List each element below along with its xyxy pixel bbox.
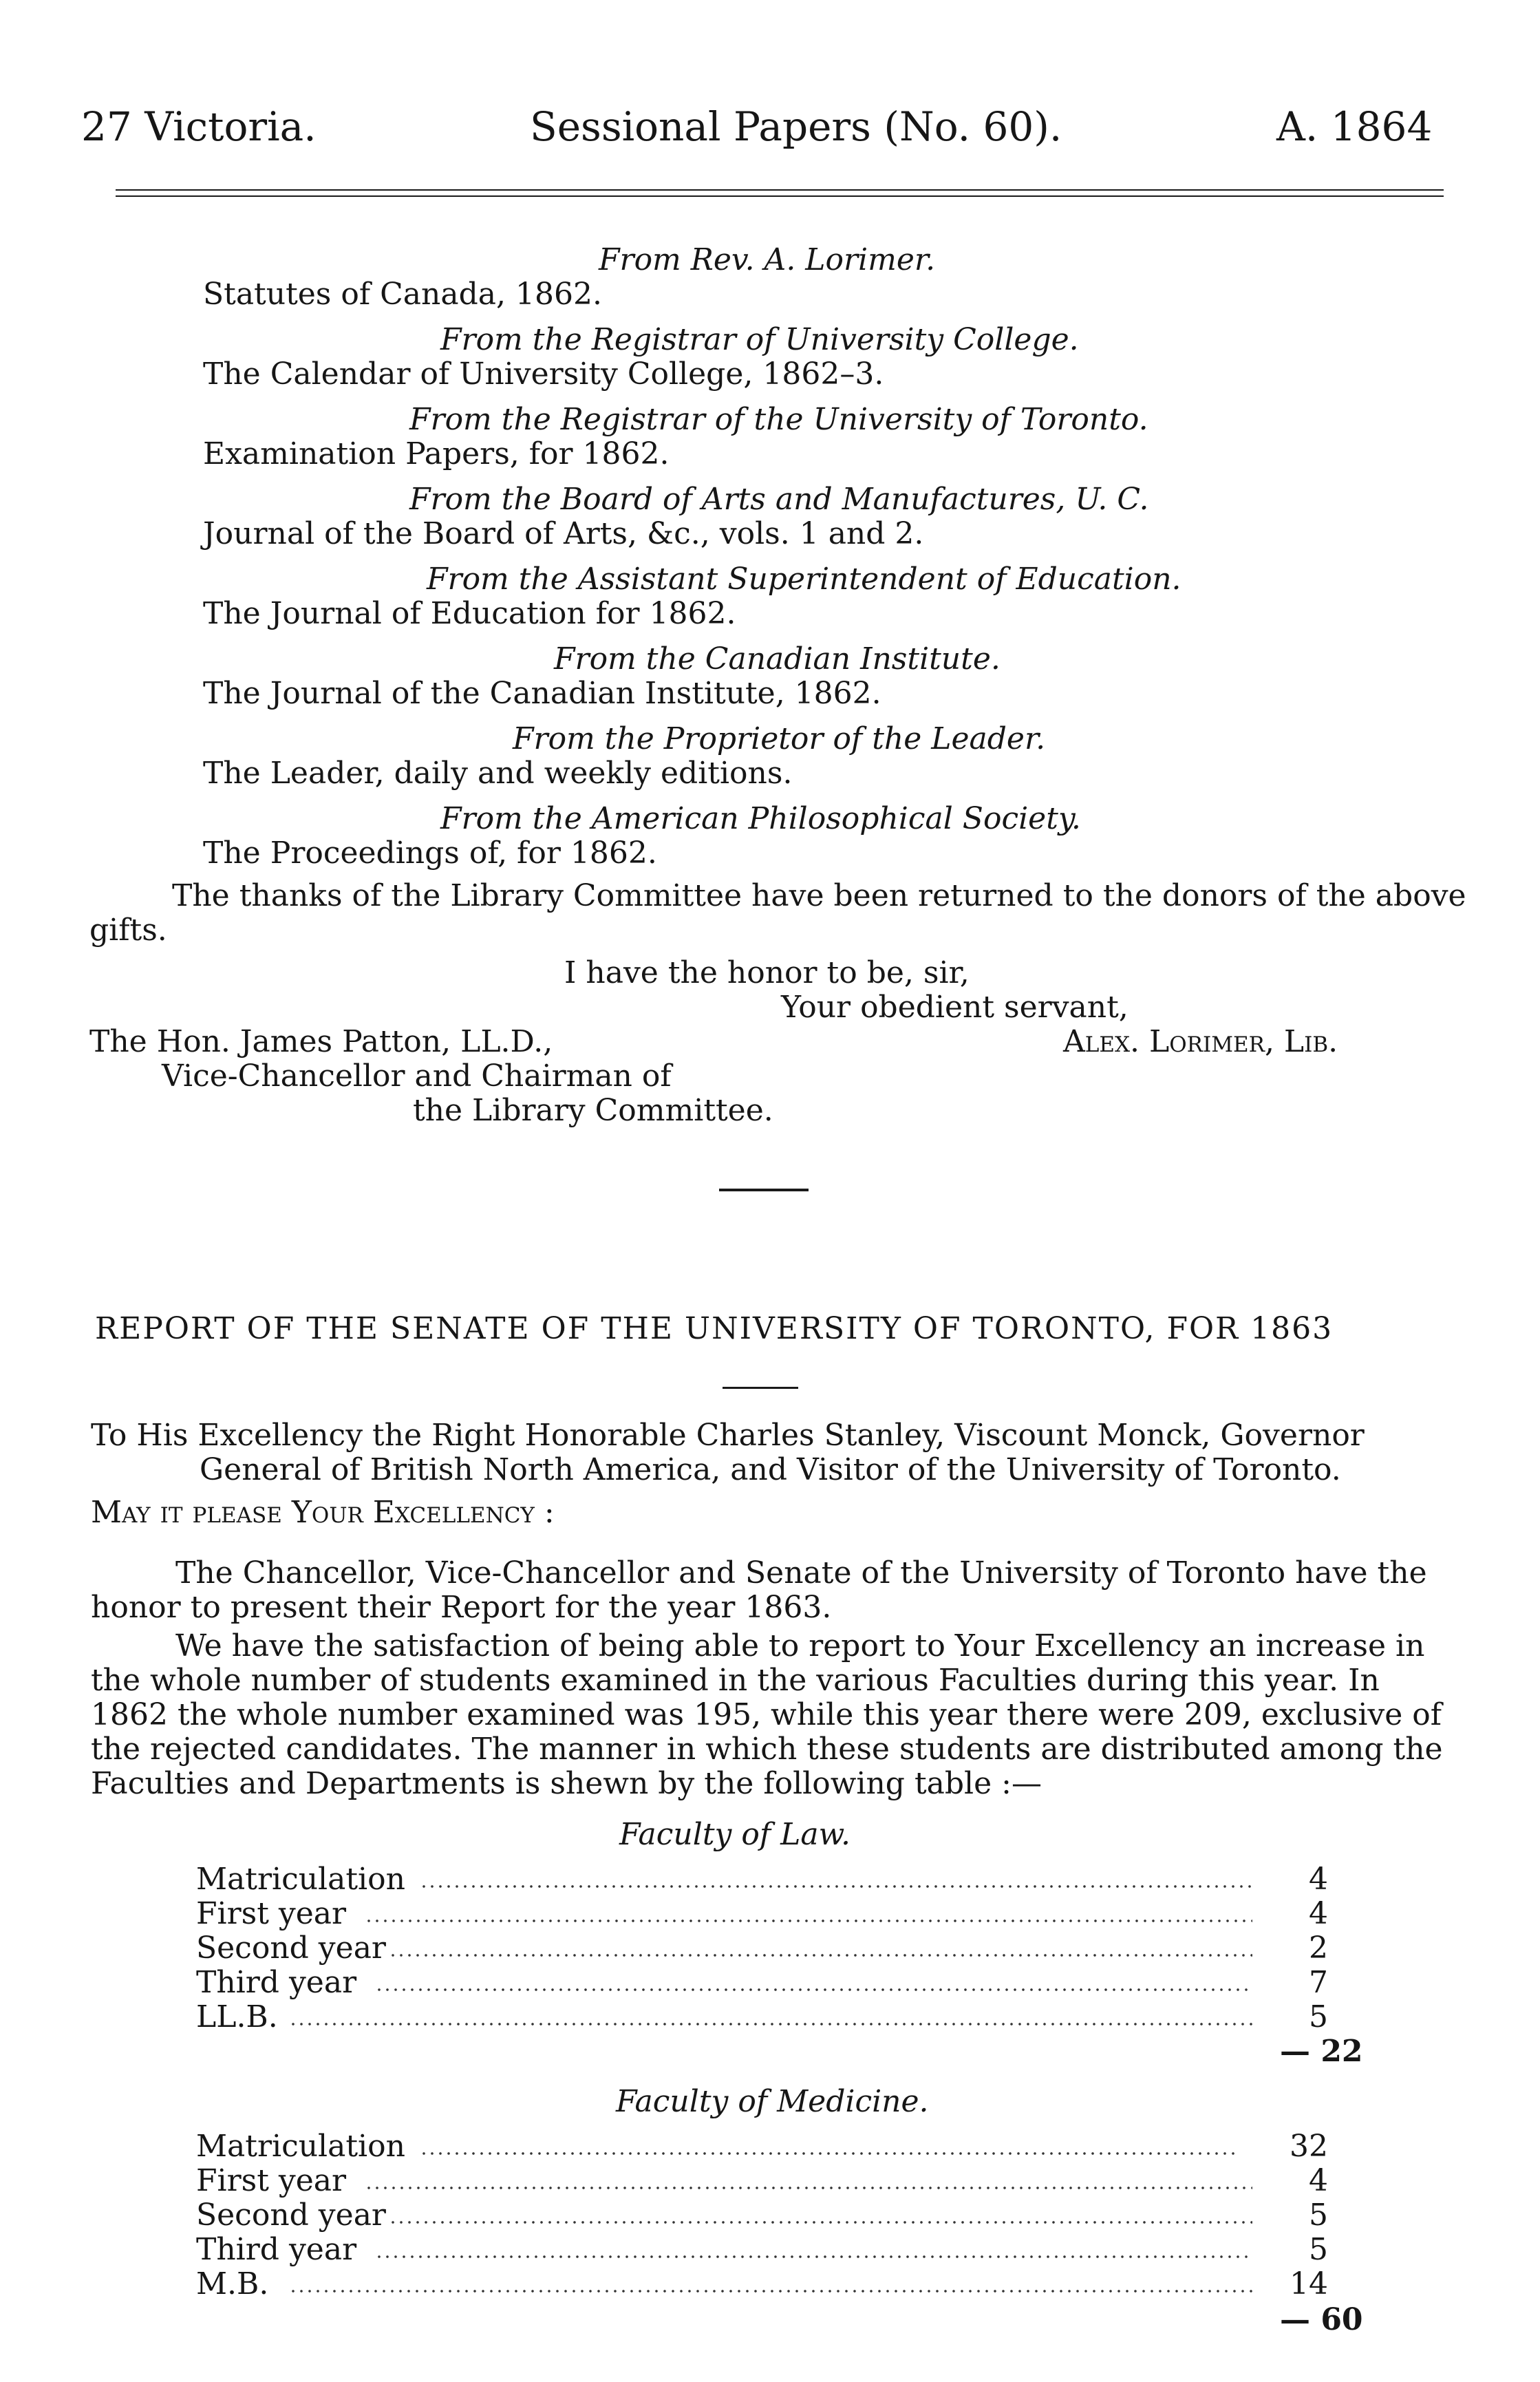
table-row-label: Matriculation bbox=[196, 1862, 405, 1897]
table-row-label: M.B. bbox=[196, 2266, 269, 2301]
leader-dots bbox=[375, 2255, 1252, 2259]
leader-dots bbox=[365, 2186, 1252, 2190]
donor-heading: From Rev. A. Lorimer. bbox=[599, 242, 936, 277]
leader-dots bbox=[420, 1884, 1252, 1889]
signature: Alex. Lorimer, Lib. bbox=[1063, 1024, 1338, 1059]
paragraph-2-line-4: the rejected candidates. The manner in which these students are distributed among the bbox=[91, 1732, 1443, 1767]
faculty-total: — 60 bbox=[1280, 2302, 1363, 2337]
address-line-1: To His Excellency the Right Honorable Charles Stanley, Viscount Monck, Governor bbox=[91, 1418, 1365, 1453]
donation-item: The Leader, daily and weekly editions. bbox=[203, 756, 793, 791]
header-center: Sessional Papers (No. 60). bbox=[530, 103, 1062, 150]
donor-heading: From the Proprietor of the Leader. bbox=[513, 721, 1046, 756]
header-right: A. 1864 bbox=[1276, 103, 1433, 150]
donation-item: Statutes of Canada, 1862. bbox=[203, 277, 602, 312]
table-row-value: 5 bbox=[1309, 1999, 1328, 2034]
faculty-heading: Faculty of Law. bbox=[619, 1817, 851, 1852]
table-row-value: 7 bbox=[1309, 1965, 1328, 2000]
leader-dots bbox=[375, 1988, 1252, 1992]
table-row-value: 14 bbox=[1290, 2266, 1328, 2301]
donor-heading: From the Canadian Institute. bbox=[554, 641, 1001, 677]
paragraph-2-line-2: the whole number of students examined in the various Faculties during this year. In bbox=[91, 1663, 1380, 1698]
table-row-value: 4 bbox=[1309, 1862, 1328, 1897]
header-rule-top bbox=[116, 189, 1444, 191]
table-row-label: Second year bbox=[196, 2198, 386, 2233]
table-row-label: First year bbox=[196, 2163, 347, 2198]
closing-servant: Your obedient servant, bbox=[781, 990, 1129, 1025]
table-row-value: 5 bbox=[1309, 2198, 1328, 2233]
table-row-value: 5 bbox=[1309, 2232, 1328, 2267]
leader-dots bbox=[365, 1919, 1252, 1923]
paragraph-1-line-2: honor to present their Report for the year 1863. bbox=[91, 1590, 832, 1625]
table-row-value: 32 bbox=[1290, 2129, 1328, 2164]
paragraph-2-line-5: Faculties and Departments is shewn by the following table :— bbox=[91, 1766, 1042, 1801]
table-row-label: First year bbox=[196, 1896, 347, 1931]
donor-heading: From the American Philosophical Society. bbox=[440, 801, 1081, 836]
donor-heading: From the Board of Arts and Manufactures, U. C. bbox=[409, 482, 1149, 517]
addressee-line-1: The Hon. James Patton, LL.D., bbox=[89, 1024, 553, 1059]
report-title: REPORT OF THE SENATE OF THE UNIVERSITY OF TORONTO, FOR 1863 bbox=[95, 1311, 1334, 1346]
donor-heading: From the Registrar of the University of Toronto. bbox=[409, 402, 1148, 437]
donation-item: The Journal of Education for 1862. bbox=[203, 596, 736, 631]
donation-item: Examination Papers, for 1862. bbox=[203, 436, 670, 471]
donation-item: The Journal of the Canadian Institute, 1862. bbox=[203, 676, 881, 711]
faculty-heading: Faculty of Medicine. bbox=[616, 2084, 929, 2119]
salutation: May it please Your Excellency : bbox=[91, 1495, 555, 1530]
section-divider bbox=[719, 1189, 809, 1191]
paragraph-1-line-1: The Chancellor, Vice-Chancellor and Senate of the University of Toronto have the bbox=[175, 1555, 1427, 1591]
faculty-total: — 22 bbox=[1280, 2034, 1363, 2069]
table-row-label: Matriculation bbox=[196, 2129, 405, 2164]
table-row-value: 4 bbox=[1309, 1896, 1328, 1931]
table-row-label: LL.B. bbox=[196, 1999, 278, 2034]
leader-dots bbox=[420, 2151, 1239, 2156]
donation-item: The Calendar of University College, 1862–3. bbox=[203, 357, 884, 392]
thanks-line-2: gifts. bbox=[89, 913, 167, 948]
header-rule-bottom bbox=[116, 195, 1444, 197]
donor-heading: From the Assistant Superintendent of Education. bbox=[427, 562, 1181, 597]
table-row-value: 2 bbox=[1309, 1931, 1328, 1966]
title-divider bbox=[723, 1387, 798, 1389]
leader-dots bbox=[389, 1953, 1252, 1957]
table-row-label: Third year bbox=[196, 1965, 357, 2000]
donor-heading: From the Registrar of University College. bbox=[440, 322, 1079, 357]
thanks-line-1: The thanks of the Library Committee have been returned to the donors of the above bbox=[172, 878, 1466, 913]
donation-item: The Proceedings of, for 1862. bbox=[203, 836, 657, 871]
table-row-value: 4 bbox=[1309, 2163, 1328, 2198]
leader-dots bbox=[289, 2289, 1252, 2293]
paragraph-2-line-3: 1862 the whole number examined was 195, while this year there were 209, exclusive of bbox=[91, 1697, 1442, 1732]
addressee-line-3: the Library Committee. bbox=[413, 1093, 773, 1128]
paragraph-2-line-1: We have the satisfaction of being able to report to Your Excellency an increase in bbox=[175, 1628, 1425, 1663]
table-row-label: Third year bbox=[196, 2232, 357, 2267]
leader-dots bbox=[389, 2220, 1252, 2224]
leader-dots bbox=[289, 2022, 1252, 2026]
address-line-2: General of British North America, and Visitor of the University of Toronto. bbox=[200, 1452, 1341, 1487]
donation-item: Journal of the Board of Arts, &c., vols. 1 and 2. bbox=[203, 516, 924, 551]
table-row-label: Second year bbox=[196, 1931, 386, 1966]
closing-honor: I have the honor to be, sir, bbox=[564, 955, 970, 990]
addressee-line-2: Vice-Chancellor and Chairman of bbox=[162, 1059, 672, 1094]
header-left: 27 Victoria. bbox=[81, 103, 317, 150]
